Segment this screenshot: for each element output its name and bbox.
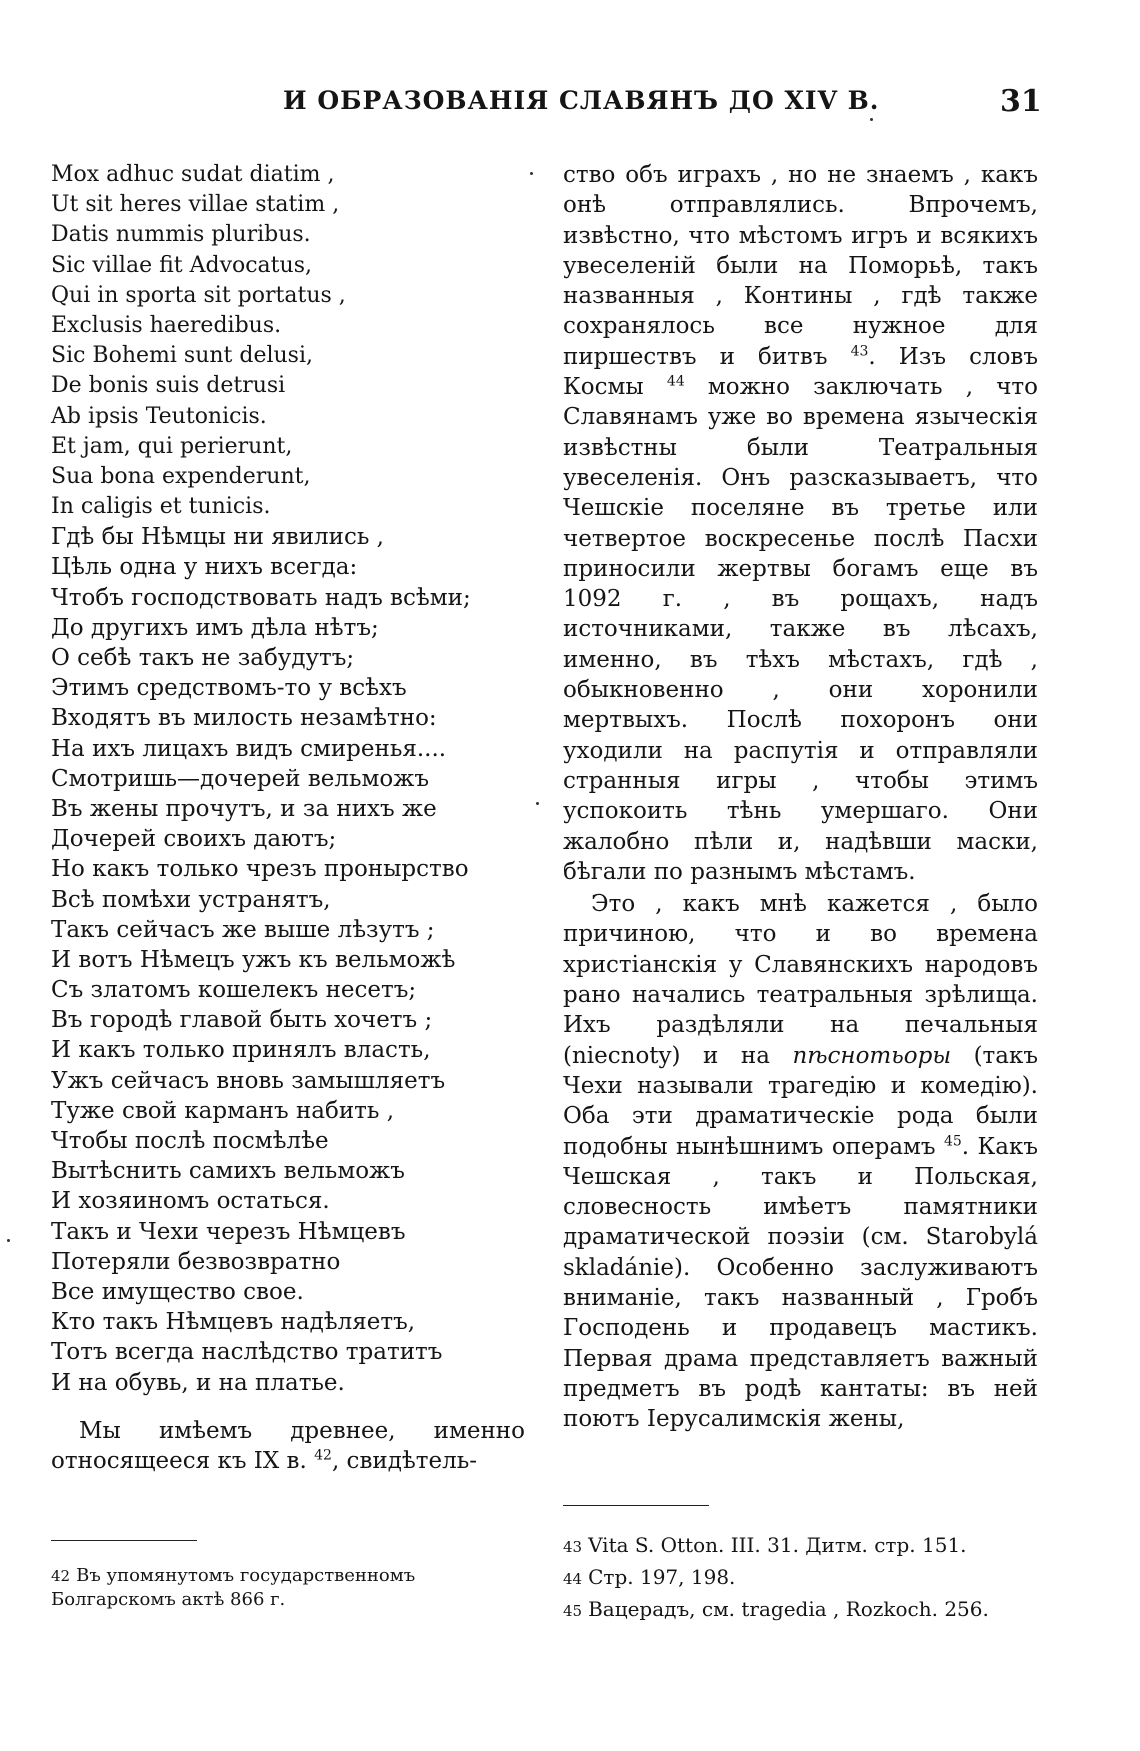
footnote-text: Вацерадъ, см. tragedia , Rozkoch. 256. (588, 1597, 989, 1621)
poem-line: De bonis suis detrusi (51, 373, 286, 399)
poem-line: И какъ только принялъ власть, (51, 1037, 431, 1064)
body-paragraph (563, 160, 1038, 887)
footnote-ref: 45 (943, 1132, 962, 1149)
poem-line: Sic Bohemi sunt delusi, (51, 343, 314, 369)
poem-line: Смотришь—дочерей вельможъ (51, 765, 430, 792)
poem-line: О себѣ такъ не забудутъ; (51, 645, 355, 671)
poem-line: До другихъ имъ дѣла нѣтъ; (51, 614, 379, 641)
poem-line: Потеряли безвозвратно (51, 1248, 341, 1275)
poem-line: Все имущество свое. (51, 1278, 304, 1305)
footnotes-left (51, 1564, 521, 1612)
paragraph-text: можно заключать , что Славянамъ уже во времена языческія извѣстны были Театральныя увеселенія. Онъ разсказываетъ, что Чешскіе поселяне въ третье или четвертое воскресенье послѣ Пасхи приносили жертвы богамъ еще въ 1092 г. , въ рощахъ, надъ источниками, также въ лѣсахъ, именно, въ тѣхъ мѣстахъ, гдѣ , обыкновенно , они хоронили мертвыхъ. Послѣ похоронъ они уходили на распутія и отправляли странныя игры , чтобы этимъ успокоить тѣнь умершаго. Они жалобно пѣли и, надѣвши маски, бѣгали по разнымъ мѣстамъ. (563, 374, 1038, 885)
poem-line: Гдѣ бы Нѣмцы ни явились , (51, 524, 384, 551)
print-speck (870, 118, 873, 121)
poem-line: Такъ и Чехи черезъ Нѣмцевъ (51, 1218, 406, 1245)
poem-line: Дочерей своихъ даютъ; (51, 826, 337, 853)
poem-line: Sua bona expenderunt, (51, 463, 311, 489)
footnote (51, 1564, 521, 1612)
body-paragraph (51, 1416, 525, 1477)
poem-line: Кто такъ Нѣмцевъ надѣляетъ, (51, 1309, 416, 1336)
poem-line: Въ жены прочутъ, и за нихъ же (51, 795, 437, 822)
print-speck (536, 802, 539, 805)
poem-line: Съ златомъ кошелекъ несетъ; (51, 977, 417, 1004)
poem-line: На ихъ лицахъ видъ смиренья.... (51, 735, 447, 762)
poem-line: Exclusis haeredibus. (51, 312, 282, 338)
poem-line: Чтобы послѣ посмѣлѣе (51, 1128, 329, 1154)
poem-line: Этимъ средствомъ-то у всѣхъ (51, 675, 407, 702)
page-number: 31 (1000, 84, 1042, 119)
paragraph-text: ство объ играхъ , но не знаемъ , какъ онѣ отправлялись. Впрочемъ, извѣстно, что мѣстомъ игръ и всякихъ увеселеній были на Поморьѣ, такъ названныя , Контины , гдѣ также сохранялось все нужное для пиршествъ и битвъ (563, 162, 1038, 370)
footnote (563, 1530, 1038, 1562)
paragraph-text: . Какъ Чешская , такъ и Польская, словесность имѣетъ памятники драматической поэзіи (см. Starobylá skladánie). Особенно заслуживаютъ вниманіе, такъ названный , Гробъ Господень и продавецъ мастикъ. Первая драма представляетъ важный предметъ въ родѣ кантаты: въ ней поютъ Іерусалимскія жены, (563, 1133, 1038, 1433)
poem-line: Ab ipsis Teutonicis. (51, 403, 267, 429)
footnote-ref: 43 (850, 343, 869, 360)
poem-latin (51, 160, 525, 522)
paragraph-text: , свидѣтель- (331, 1447, 477, 1474)
footnote-rule (51, 1540, 197, 1541)
footnote-ref: 42 (314, 1447, 332, 1464)
footnote-number: 45 (563, 1602, 583, 1620)
footnotes-right (563, 1530, 1038, 1626)
footnote-text: Vita S. Otton. III. 31. Дитм. стр. 151. (588, 1533, 967, 1557)
poem-line: Цѣль одна у нихъ всегда: (51, 554, 358, 581)
poem-line: Но какъ только чрезъ пронырство (51, 856, 469, 883)
left-column (51, 160, 525, 1476)
poem-russian (51, 522, 525, 1397)
poem-line: Sic villae fit Advocatus, (51, 252, 312, 278)
poem-line: Вытѣснить самихъ вельможъ (51, 1158, 405, 1185)
poem-line: И хозяиномъ остаться. (51, 1188, 330, 1215)
right-column (563, 160, 1038, 1434)
running-title: И ОБРАЗОВАНІЯ СЛАВЯНЪ ДО XIV В. (283, 86, 880, 115)
paragraph-text: Это , какъ мнѣ кажется , было причиною, что и во времена христіанскія у Славянскихъ народовъ рано начались театральныя зрѣлища. Ихъ раздѣляли на печальныя (niecnoty) и на (563, 891, 1038, 1069)
poem-line: И вотъ Нѣмецъ ужъ къ вельможѣ (51, 946, 456, 973)
poem-line: Такъ сейчасъ же выше лѣзутъ ; (51, 916, 435, 943)
footnote-rule (563, 1505, 709, 1506)
poem-line: Et jam, qui perierunt, (51, 433, 293, 459)
poem-line: In caligis et tunicis. (51, 494, 271, 520)
poem-line: Datis nummis pluribus. (51, 222, 311, 248)
footnote-number: 43 (563, 1538, 583, 1556)
poem-line: Въ городѣ главой быть хочетъ ; (51, 1007, 433, 1034)
footnote-number: 44 (563, 1570, 583, 1588)
paragraph-text: (такъ Чехи называли трагедію и комедію). Оба эти драматическіе рода были подобны нынѣшнимъ операмъ (563, 1042, 1038, 1160)
poem-line: И на обувь, и на платье. (51, 1369, 345, 1396)
footnote-text: Въ упомянутомъ государственномъ Болгарскомъ актѣ 866 г. (51, 1565, 416, 1610)
poem-line: Входятъ въ милость незамѣтно: (51, 705, 437, 732)
poem-line: Qui in sporta sit portatus , (51, 282, 346, 308)
footnote (563, 1594, 1038, 1626)
poem-line: Mox adhuc sudat diatim , (51, 162, 335, 187)
print-speck (7, 1239, 10, 1242)
body-paragraph (563, 889, 1038, 1434)
footnote (563, 1562, 1038, 1594)
paragraph-text: . Изъ словъ Космы (563, 343, 1039, 401)
footnote-number: 42 (51, 1567, 71, 1585)
poem-line: Туже свой карманъ набить , (51, 1097, 395, 1124)
footnote-text: Стр. 197, 198. (588, 1565, 736, 1589)
paragraph-text: Мы имѣемъ древнее, именно относящееся къ IX в. (51, 1417, 525, 1474)
print-speck (530, 172, 533, 175)
poem-line: Всѣ помѣхи устранятъ, (51, 886, 331, 913)
running-header (0, 86, 1140, 126)
poem-line: Чтобъ господствовать надъ всѣми; (51, 584, 471, 611)
poem-line: Ut sit heres villae statim , (51, 192, 340, 218)
italic-term: пѣснотьоры (792, 1042, 952, 1069)
poem-line: Тотъ всегда наслѣдство тратитъ (51, 1339, 443, 1366)
poem-line: Ужъ сейчасъ вновь замышляетъ (51, 1067, 446, 1094)
footnote-ref: 44 (666, 373, 685, 390)
